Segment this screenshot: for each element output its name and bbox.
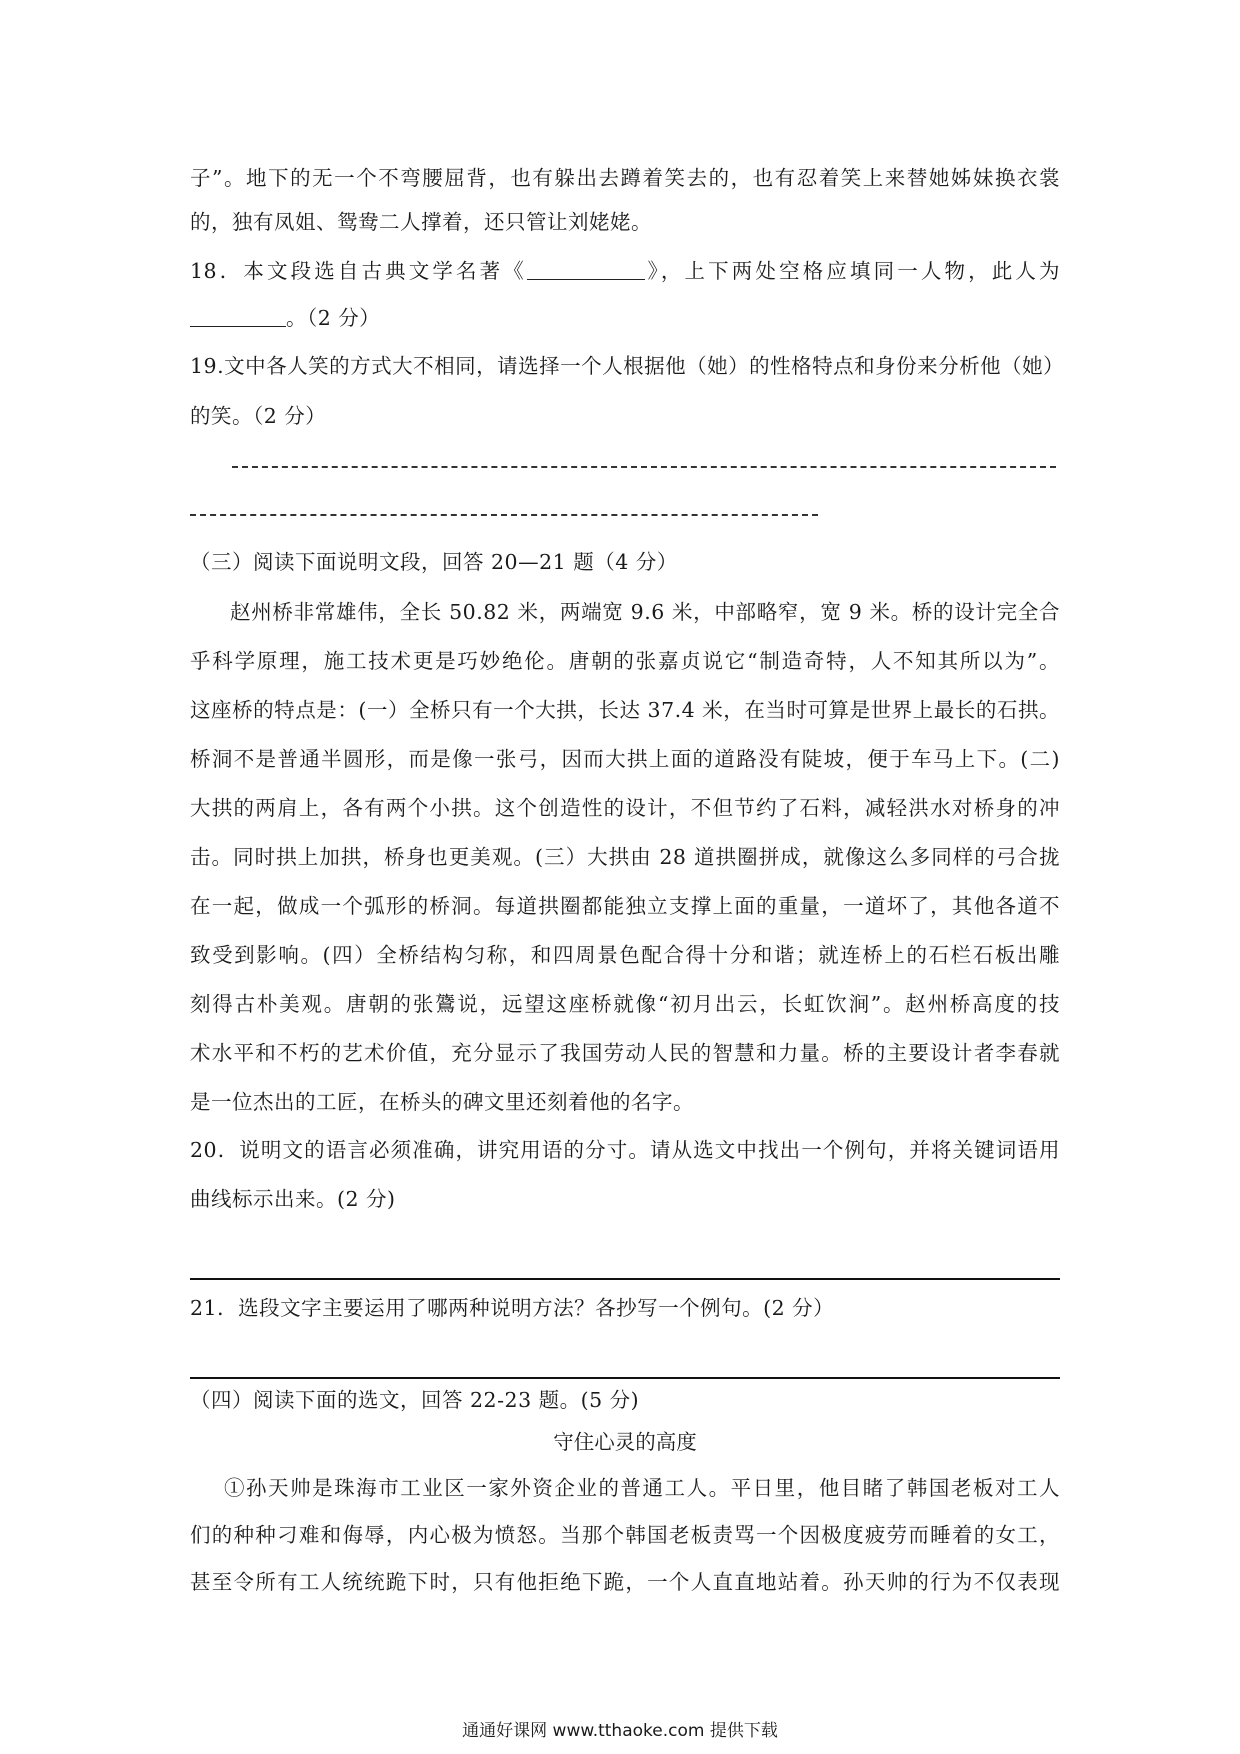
book-title-blank[interactable] [527, 257, 645, 280]
answer-line[interactable] [232, 466, 1056, 468]
question-19-line-1: 19.文中各人笑的方式大不相同，请选择一个人根据他（她）的性格特点和身份来分析他（她） [190, 354, 1065, 378]
question-18-line-2 [190, 302, 380, 334]
passage-line: 这座桥的特点是：(一）全桥只有一个大拱，长达 37.4 米，在当时可算是世界上最长的石拱。 [190, 698, 1060, 722]
passage-line: 致受到影响。(四）全桥结构匀称，和四周景色配合得十分和谐；就连桥上的石栏石板出雕 [190, 943, 1060, 967]
question-18-score: 。（2 分） [286, 306, 381, 330]
question-20-line-1: 20．说明文的语言必须准确，讲究用语的分寸。请从选文中找出一个例句，并将关键词语用 [190, 1138, 1060, 1162]
question-19-line-2: 的笑。（2 分） [190, 404, 327, 428]
passage-line: 大拱的两肩上，各有两个小拱。这个创造性的设计，不但节约了石料，减轻洪水对桥身的冲 [190, 796, 1060, 820]
page-footer: 通通好课网 www.tthaoke.com 提供下载 [462, 1721, 778, 1741]
section-3-header: （三）阅读下面说明文段，回答 20—21 题（4 分） [190, 550, 678, 574]
question-18-text-b: 》，上下两处空格应填同一人物，此人为 [644, 259, 1060, 283]
essay-title: 守住心灵的高度 [553, 1430, 697, 1454]
passage-line: 的，独有凤姐、鸳鸯二人撑着，还只管让刘姥姥。 [190, 210, 652, 234]
passage-line: 在一起，做成一个弧形的桥洞。每道拱圈都能独立支撑上面的重量，一道坏了，其他各道不 [190, 894, 1060, 918]
passage-line: 子”。地下的无一个不弯腰屈背，也有躲出去蹲着笑去的，也有忍着笑上来替她姊妹换衣裳 [190, 166, 1060, 190]
question-21-text: 21．选段文字主要运用了哪两种说明方法？各抄写一个例句。(2 分） [190, 1296, 835, 1320]
section-4-header: （四）阅读下面的选文，回答 22-23 题。(5 分) [190, 1388, 640, 1412]
passage-line: 桥洞不是普通半圆形，而是像一张弓，因而大拱上面的道路没有陡坡，便于车马上下。(二) [190, 747, 1060, 771]
question-20-line-2: 曲线标示出来。(2 分) [190, 1187, 396, 1211]
passage-line: 赵州桥非常雄伟，全长 50.82 米，两端宽 9.6 米，中部略窄，宽 9 米。桥的设计完全合 [230, 600, 1060, 624]
passage-line: 术水平和不朽的艺术价值，充分显示了我国劳动人民的智慧和力量。桥的主要设计者李春就 [190, 1041, 1060, 1065]
passage-line: 刻得古朴美观。唐朝的张鷟说，远望这座桥就像“初月出云，长虹饮涧”。赵州桥高度的技 [190, 992, 1060, 1016]
passage-line: 们的种种刁难和侮辱，内心极为愤怒。当那个韩国老板责骂一个因极度疲劳而睡着的女工， [190, 1523, 1060, 1547]
passage-line: 乎科学原理，施工技术更是巧妙绝伦。唐朝的张嘉贞说它“制造奇特，人不知其所以为”。 [190, 649, 1060, 673]
character-name-blank[interactable] [190, 304, 286, 327]
answer-line[interactable] [190, 1278, 1060, 1280]
answer-line[interactable] [190, 514, 818, 516]
passage-line: 甚至令所有工人统统跪下时，只有他拒绝下跪，一个人直直地站着。孙天帅的行为不仅表现 [190, 1570, 1060, 1594]
question-18-line-1 [190, 255, 1060, 287]
answer-line[interactable] [190, 1377, 1060, 1379]
question-18-text-a: 18．本文段选自古典文学名著《 [190, 259, 527, 283]
passage-line: ①孙天帅是珠海市工业区一家外资企业的普通工人。平日里，他目睹了韩国老板对工人 [224, 1476, 1060, 1500]
passage-line: 击。同时拱上加拱，桥身也更美观。(三）大拱由 28 道拱圈拼成，就像这么多同样的弓合拢 [190, 845, 1060, 869]
passage-line: 是一位杰出的工匠，在桥头的碑文里还刻着他的名字。 [190, 1090, 694, 1114]
